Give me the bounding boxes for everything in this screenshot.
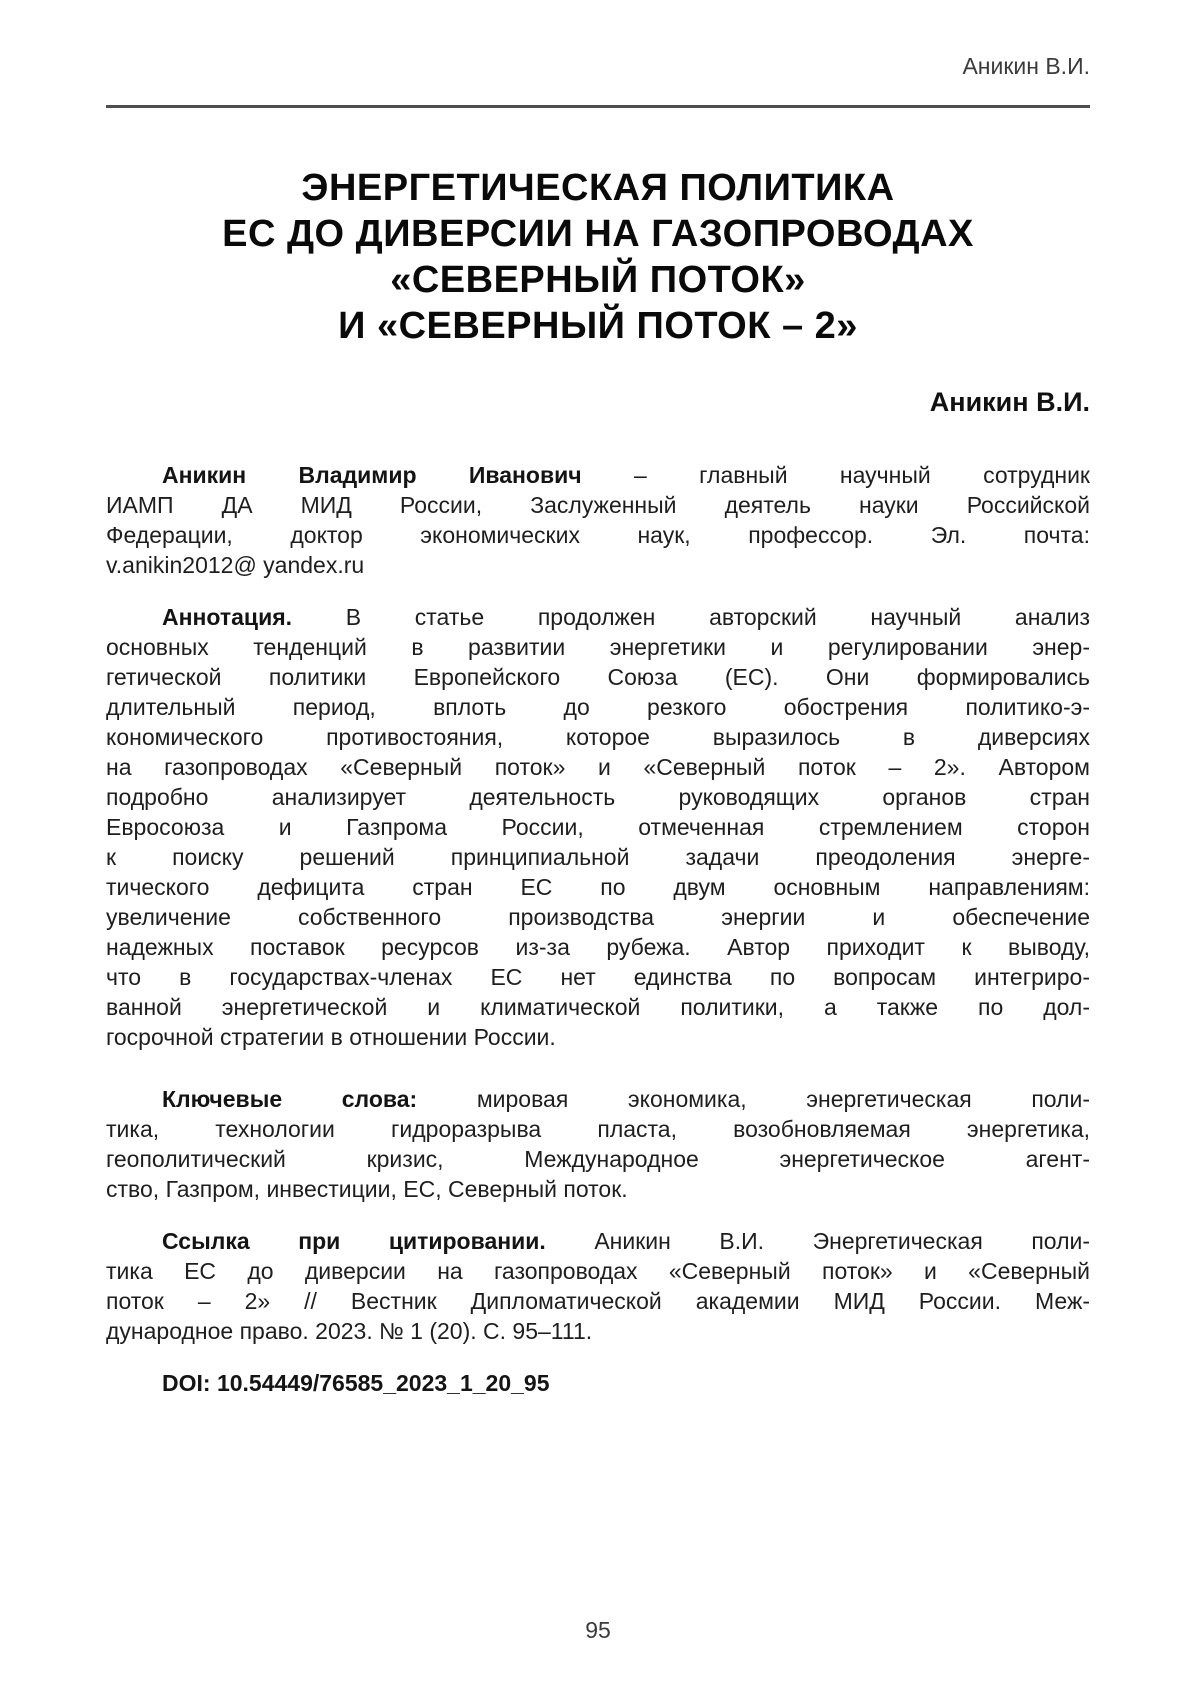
text-line: дународное право. 2023. № 1 (20). С. 95–111. [106, 1318, 593, 1344]
text-line: ИАМП ДА МИД России, Заслуженный деятель науки Российской [106, 492, 1090, 518]
paragraph-lead: Ключевые слова: [162, 1086, 418, 1112]
doi-line: DOI: 10.54449/76585_2023_1_20_95 [162, 1370, 550, 1396]
text-line: кономического противостояния, которое выразилось в диверсиях [106, 724, 1090, 750]
text-line: тического дефицита стран ЕС по двум основным направлениям: [106, 874, 1090, 900]
text-line: поток – 2» // Вестник Дипломатической академии МИД России. Меж- [106, 1288, 1090, 1314]
text-line: Аннотация. В статье продолжен авторский научный анализ [162, 604, 1090, 630]
text-line: основных тенденций в развитии энергетики и регулировании энер- [106, 634, 1090, 660]
paragraph [106, 460, 1090, 580]
title-line: ЕС ДО ДИВЕРСИИ НА ГАЗОПРОВОДАХ [222, 213, 974, 255]
text-line: на газопроводах «Северный поток» и «Северный поток – 2». Автором [106, 754, 1090, 780]
title-line: И «СЕВЕРНЫЙ ПОТОК – 2» [338, 305, 858, 347]
article-body [106, 460, 1090, 1346]
paragraph-lead: Аникин Владимир Иванович [162, 462, 582, 488]
text-line: v.anikin2012@ yandex.ru [106, 552, 365, 578]
text-line: увеличение собственного производства энергии и обеспечение [106, 904, 1090, 930]
text-line: госрочной стратегии в отношении России. [106, 1024, 556, 1050]
text-line: гетической политики Европейского Союза (ЕС). Они формировались [106, 664, 1090, 690]
text-line: ство, Газпром, инвестиции, ЕС, Северный поток. [106, 1176, 628, 1202]
paragraph [106, 1084, 1090, 1204]
paragraph-lead: Аннотация. [162, 604, 293, 630]
text-line: ванной энергетической и климатической политики, а также по дол- [106, 994, 1090, 1020]
title-line: ЭНЕРГЕТИЧЕСКАЯ ПОЛИТИКА [301, 167, 895, 209]
text-line: к поиску решений принципиальной задачи преодоления энерге- [106, 844, 1090, 870]
text-line: надежных поставок ресурсов из-за рубежа. Автор приходит к выводу, [106, 934, 1090, 960]
title-line: «СЕВЕРНЫЙ ПОТОК» [390, 259, 806, 301]
paragraph [106, 602, 1090, 1052]
text-line: Ссылка при цитировании. Аникин В.И. Энергетическая поли- [162, 1228, 1090, 1254]
text-line: Ключевые слова: мировая экономика, энергетическая поли- [162, 1086, 1090, 1112]
text-line: длительный период, вплоть до резкого обострения политико-э- [106, 694, 1090, 720]
paragraph-lead: Ссылка при цитировании. [162, 1228, 546, 1254]
paragraph [106, 1226, 1090, 1346]
running-head-author: Аникин В.И. [962, 53, 1090, 79]
page-number: 95 [585, 1617, 611, 1643]
text-line: Аникин Владимир Иванович – главный научный сотрудник [162, 462, 1090, 488]
author-byline: Аникин В.И. [929, 387, 1090, 417]
article-title [106, 165, 1090, 349]
text-line: Федерации, доктор экономических наук, профессор. Эл. почта: [106, 522, 1090, 548]
text-line: тика ЕС до диверсии на газопроводах «Северный поток» и «Северный [106, 1258, 1090, 1284]
header-rule [106, 105, 1090, 108]
text-line: подробно анализирует деятельность руководящих органов стран [106, 784, 1090, 810]
text-line: геополитический кризис, Международное энергетическое агент- [106, 1146, 1090, 1172]
text-line: тика, технологии гидроразрыва пласта, возобновляемая энергетика, [106, 1116, 1090, 1142]
text-line: что в государствах-членах ЕС нет единства по вопросам интегриро- [106, 964, 1090, 990]
text-line: Евросоюза и Газпрома России, отмеченная стремлением сторон [106, 814, 1090, 840]
